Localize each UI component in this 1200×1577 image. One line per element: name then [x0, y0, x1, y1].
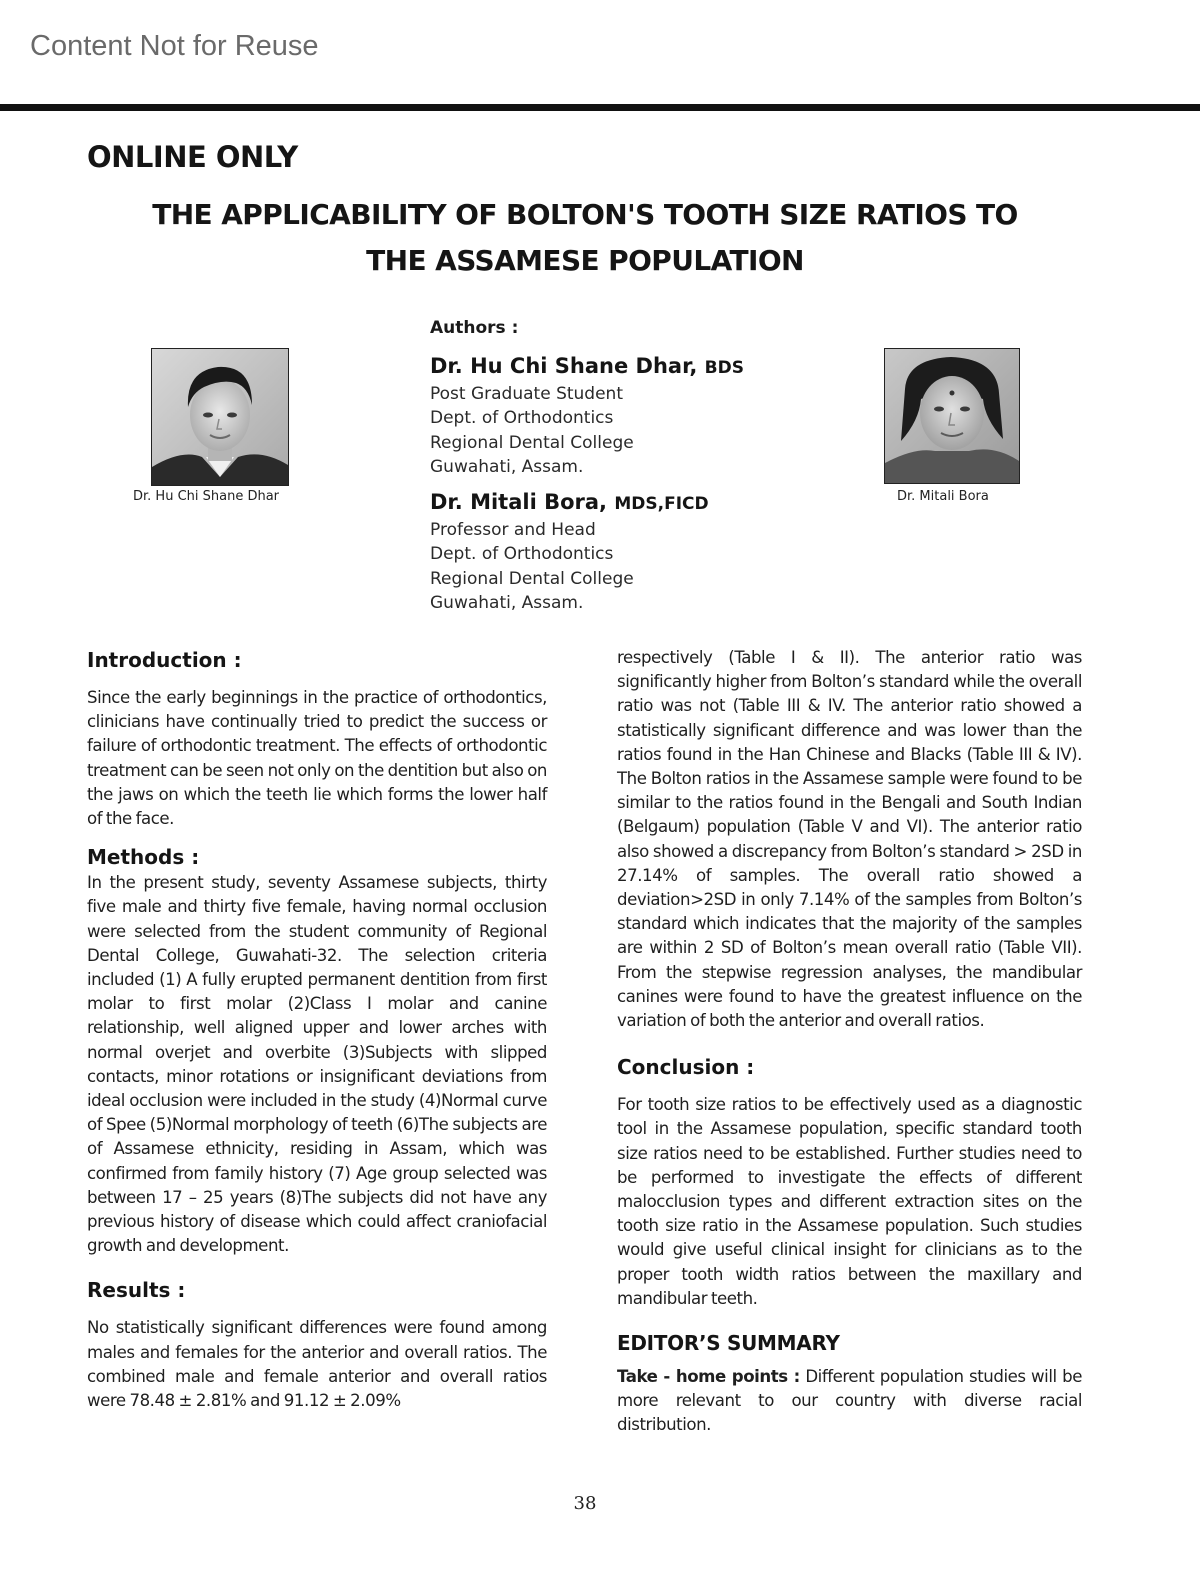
author-department: Dept. of Orthodontics — [430, 408, 614, 429]
left-column — [87, 646, 547, 1413]
author-degree: MDS,FICD — [614, 494, 709, 514]
methods-text: In the present study, seventy Assamese subjects, thirty five male and thirty five female, having normal occlusion were selected from the student community of Regional Dental College, Guwahati-32. The selection criteria included (1) A fully erupted permanent dentition from first molar to first molar (2)Class I molar and canine relationship, well aligned upper and lower arches with normal overjet and overbite (3)Subjects with slipped contacts, minor rotations or insignificant deviations from ideal occlusion were included in the study (4)Normal curve of Spee (5)Normal morphology of teeth (6)The subjects are of Assamese ethnicity, residing in Assam, which was confirmed from family history (7) Age group selected was between 17 – 25 years (8)The subjects did not have any previous history of disease which could affect craniofacial growth and development. — [87, 873, 547, 1256]
editor-summary-text — [617, 1365, 1082, 1438]
author-photo-bora — [884, 348, 1020, 484]
author-name-line — [430, 488, 709, 518]
portrait-male-image — [152, 349, 288, 485]
conclusion-heading: Conclusion : — [617, 1055, 755, 1080]
author-name: Dr. Hu Chi Shane Dhar, — [430, 354, 698, 378]
take-home-label: Take - home points : — [617, 1367, 800, 1387]
portrait-female-image — [885, 349, 1019, 483]
author-institution: Regional Dental College — [430, 568, 634, 589]
header-rule — [0, 104, 1200, 111]
take-home-text: Different population studies will be more relevant to our country with diverse racial distribution. — [617, 1367, 1082, 1435]
results-text: No statistically significant differences were found among males and females for the anterior and overall ratios. The combined male and female anterior and overall ratios were 78.48 ± 2.81% and 91.12 ± 2.09% — [87, 1318, 547, 1411]
author-block-dhar — [430, 352, 744, 479]
author-institution: Regional Dental College — [430, 432, 634, 453]
results-heading: Results : — [87, 1278, 186, 1303]
introduction-heading: Introduction : — [87, 648, 242, 672]
right-column — [617, 646, 1082, 1438]
introduction-text: Since the early beginnings in the practice of orthodontics, clinicians have continually tried to predict the success or failure of orthodontic treatment. The effects of orthodontic treatment can be seen not only on the dentition but also on the jaws on which the teeth lie which forms the lower half of the face. — [87, 688, 547, 829]
methods-heading: Methods : — [87, 845, 200, 870]
author-name: Dr. Mitali Bora, — [430, 490, 608, 514]
author-position: Post Graduate Student — [430, 384, 623, 404]
article-title — [100, 192, 1070, 284]
author-location: Guwahati, Assam. — [430, 456, 584, 477]
page-number: 38 — [573, 1493, 597, 1514]
section-label: ONLINE ONLY — [87, 140, 298, 174]
author-degree: BDS — [704, 358, 744, 378]
author-location: Guwahati, Assam. — [430, 592, 584, 613]
author-photo-caption-bora: Dr. Mitali Bora — [897, 489, 989, 504]
author-photo-caption-dhar: Dr. Hu Chi Shane Dhar — [133, 489, 280, 504]
author-block-bora — [430, 488, 709, 615]
conclusion-text: For tooth size ratios to be effectively used as a diagnostic tool in the Assamese population, specific standard tooth size ratios need to be established. Further studies need to be performed to investigate the effects of different malocclusion types and different extraction sites on the tooth size ratio in the Assamese population. Such studies would give useful clinical insight for clinicians as to the proper tooth width ratios between the maxillary and mandibular teeth. — [617, 1095, 1082, 1308]
watermark: Content Not for Reuse — [30, 30, 319, 62]
author-position: Professor and Head — [430, 520, 596, 540]
author-photo-dhar — [151, 348, 289, 486]
results-text-continued: respectively (Table I & II). The anterior ratio was significantly higher from Bolton’s standard while the overall ratio was not (Table III & IV. The anterior ratio showed a statistically significant difference and was lower than the ratios found in the Han Chinese and Blacks (Table III & IV). The Bolton ratios in the Assamese sample were found to be similar to the ratios found in the Bengali and South Indian (Belgaum) population (Table V and VI). The anterior ratio also showed a discrepancy from Bolton’s standard > 2SD in 27.14% of samples. The overall ratio showed a deviation>2SD in only 7.14% of the samples from Bolton’s standard which indicates that the majority of the samples are within 2 SD of Bolton’s mean overall ratio (Table VII). From the stepwise regression analyses, the mandibular canines were found to have the greatest influence on the variation of both the anterior and overall ratios. — [617, 648, 1082, 1031]
article-title-line-1: THE APPLICABILITY OF BOLTON'S TOOTH SIZE RATIOS TO — [152, 198, 1018, 231]
author-name-line — [430, 352, 744, 382]
editor-summary-heading: EDITOR’S SUMMARY — [617, 1331, 840, 1356]
author-department: Dept. of Orthodontics — [430, 544, 614, 565]
article-title-line-2: THE ASSAMESE POPULATION — [366, 244, 804, 277]
authors-label: Authors : — [430, 318, 519, 338]
